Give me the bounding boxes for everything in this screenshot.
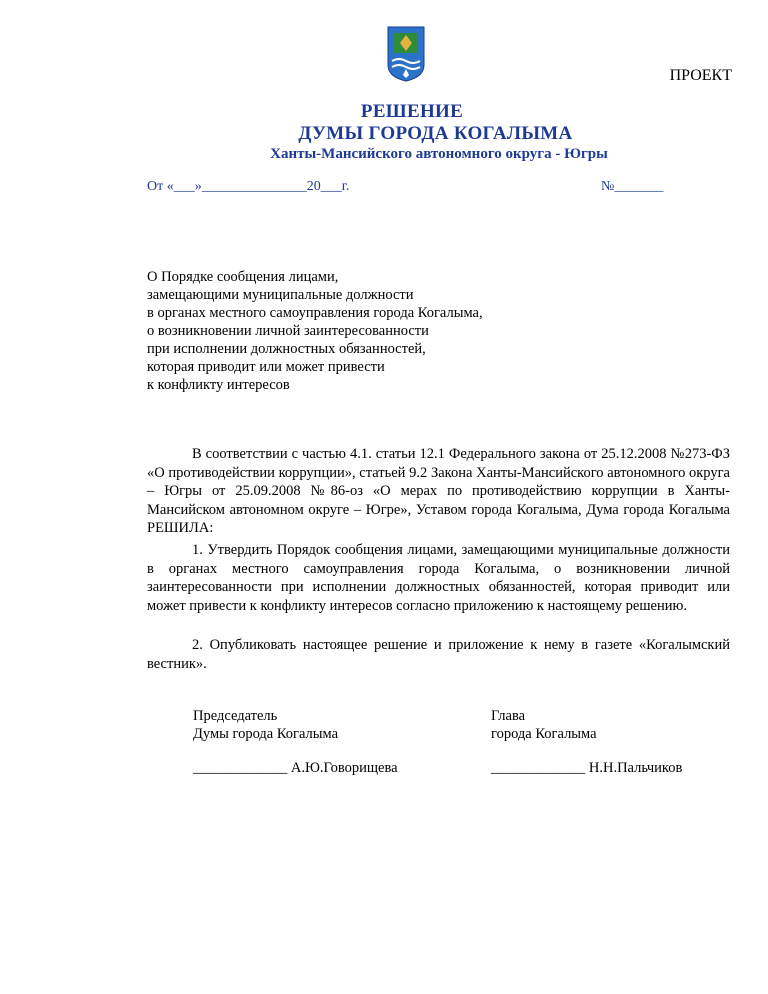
city-coat-of-arms-icon [386,25,426,83]
signatory-title: Председатель [193,708,278,724]
subject-line: О Порядке сообщения лицами, [147,269,339,285]
signatory-title: Думы города Когалыма [193,726,339,742]
document-subject [147,268,483,394]
subject-line: при исполнении должностных обязанностей, [147,341,426,357]
subject-line: замещающими муниципальные должности [147,287,414,303]
number-field: №_______ [601,179,664,194]
body-paragraph-preamble [147,445,730,538]
document-title: РЕШЕНИЕ [360,101,464,122]
subject-line: в органах местного самоуправления города Когалыма, [147,305,483,321]
paragraph-text: 2. Опубликовать настоящее решение и приложение к нему в газете «Когалымский вестник». [147,637,730,672]
subject-line: которая приводит или может привести [147,359,385,375]
signature-line-chairman: _____________ А.Ю.Говорищева [193,760,398,776]
draft-label: ПРОЕКТ [669,67,732,84]
paragraph-text: В соответствии с частью 4.1. статьи 12.1 Федерального закона от 25.12.2008 №273-ФЗ «О противодействии коррупции», статьей 9.2 Закона Ханты-Мансийского автономного округа – Югры от 25.09.2008 №86-оз «О мерах по противодействию коррупции в Ханты-Мансийском автономном округе – Югре», Уставом города Когалыма, Дума города Когалыма РЕШИЛА: [147,446,730,536]
issuing-body: ДУМЫ ГОРОДА КОГАЛЫМА [298,123,573,144]
signature-block-chairman [193,707,338,743]
body-paragraph-item-2 [147,636,730,673]
subject-line: о возникновении личной заинтересованности [147,323,429,339]
body-paragraph-item-1 [147,541,730,615]
subject-line: к конфликту интересов [147,377,290,393]
signature-block-head [491,707,597,743]
paragraph-text: 1. Утвердить Порядок сообщения лицами, замещающими муниципальные должности в органах местного самоуправления города Когалыма, о возникновении личной заинтересованности при исполнении должностных обязанностей, которая приводит или может привести к конфликту интересов согласно приложению к настоящему решению. [147,542,730,614]
region-name: Ханты-Мансийского автономного округа - Югры [270,146,608,162]
signatory-title: Глава [491,708,526,724]
date-field: От «___»_______________20___г. [147,179,350,194]
signature-line-head: _____________ Н.Н.Пальчиков [491,760,683,776]
signatory-title: города Когалыма [491,726,597,742]
